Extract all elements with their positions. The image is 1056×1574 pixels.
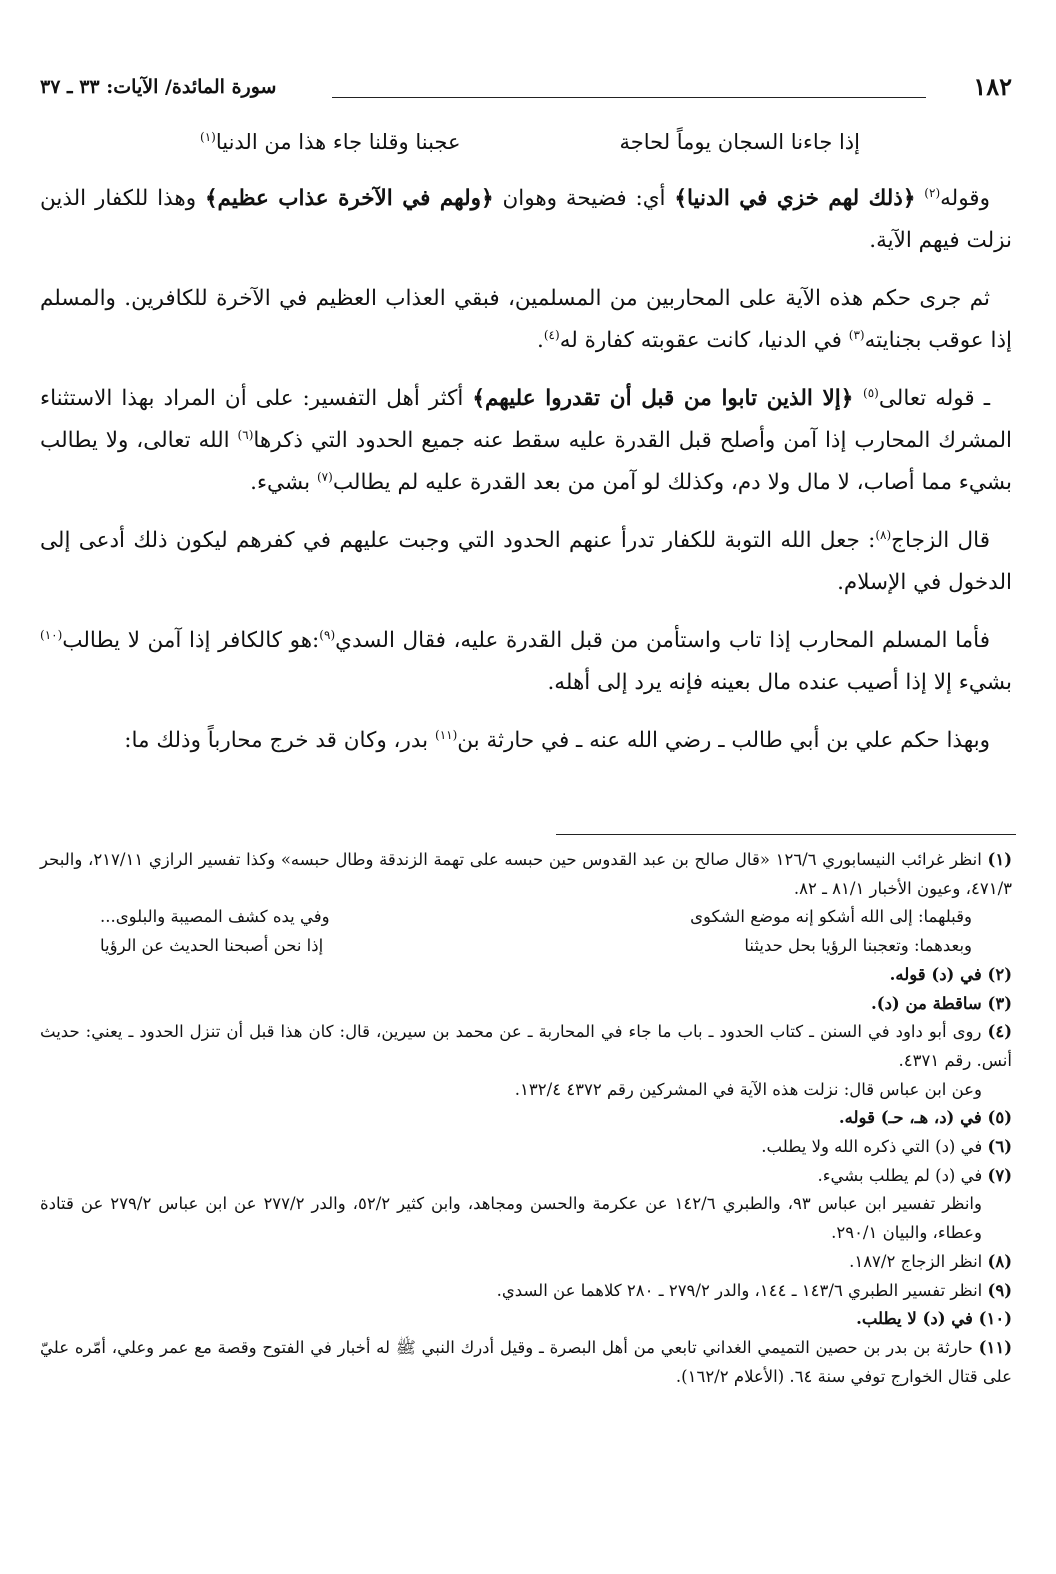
footnote-number: (٩): [987, 1280, 1012, 1300]
footnote-ref: (٨): [875, 527, 892, 542]
paragraph-5: [40, 620, 1012, 704]
text-run: أكثر أهل التفسير: على أن المراد بهذا الاستثناء المشرك المحارب إذا آمن وأصلح قبل القدرة عليه سقط عنه جميع الحدود التي ذكرها: [40, 386, 1012, 453]
footnote-number: (٤): [987, 1022, 1012, 1042]
footnote-number: (٦): [987, 1137, 1012, 1157]
footnote-ref: (١): [200, 130, 216, 144]
text-run: بشيء.: [250, 470, 317, 495]
quran-quote: ﴿إلا الذين تابوا من قبل أن تقدروا عليهم﴾: [472, 386, 864, 411]
footnote-7-continued: وانظر تفسير ابن عباس ٩٣، والطبري ١٤٢/٦ عن عكرمة والحسن ومجاهد، وابن كثير ٥٢/٢، والدر ٢٧٧/٢ عن ابن عباس ٢٧٩/٢ عن قتادة وعطاء، والبيان ٢٩٠/١.: [40, 1194, 982, 1243]
paragraph-4: [40, 520, 1012, 604]
footnote-6: [40, 1133, 1012, 1162]
footnote-text: روى أبو داود في السنن ـ كتاب الحدود ـ باب ما جاء في المحاربة ـ عن محمد بن سيرين، قال: كان هذا قبل أن تنزل الحدود ـ يعني: حديث أنس. رقم ٤٣٧١.: [40, 1022, 1012, 1070]
footnote-number: (٧): [987, 1165, 1012, 1185]
text-run: بشيء إلا إذا أصيب عنده مال بعينه فإنه يرد إلى أهله.: [547, 670, 1012, 695]
text-run: وهذا للكفار الذين نزلت فيهم الآية.: [40, 186, 1012, 253]
footnote-2: [40, 961, 1012, 990]
footnote-text: انظر تفسير الطبري ١٤٣/٦ ـ ١٤٤، والدر ٢٧٩/٢ ـ ٢٨٠ كلاهما عن السدي.: [496, 1280, 988, 1300]
footnote-10: [40, 1305, 1012, 1334]
footnote-4-continued: وعن ابن عباس قال: نزلت هذه الآية في المشركين رقم ٤٣٧٢ ١٣٢/٤.: [514, 1079, 982, 1099]
footnote-ref: (١٠): [40, 627, 63, 642]
footnote-number: (٣): [987, 993, 1012, 1013]
paragraph-6: [40, 720, 1012, 762]
footnote-8: [40, 1248, 1012, 1277]
verse-hemistich: وفي يده كشف المصيبة والبلوى...: [100, 907, 330, 927]
verse-hemistich: إذا نحن أصبحنا الحديث عن الرؤيا: [100, 936, 324, 956]
footnote-text: انظر الزجاج ١٨٧/٢.: [849, 1251, 988, 1271]
footnote-9: [40, 1277, 1012, 1306]
footnote-7: [40, 1162, 1012, 1191]
footnote-11: [40, 1334, 1012, 1391]
footnote-ref: (٩): [319, 627, 336, 642]
text-run: ثم جرى حكم هذه الآية على المحاربين من المسلمين، فبقي العذاب العظيم في الآخرة للكافرين. والمسلم إذا عوقب بجنايته: [40, 286, 1012, 353]
text-run: وقوله: [940, 186, 990, 211]
paragraph-2: [40, 278, 1012, 362]
footnote-ref: (٣): [848, 327, 865, 342]
footnotes: [40, 846, 1012, 1391]
footnote-ref: (٢): [924, 185, 941, 200]
footnote-text: في (د) التي ذكره الله ولا يطلب.: [761, 1137, 988, 1157]
footnote-4: [40, 1018, 1012, 1075]
quran-quote: ﴿ولهم في الآخرة عذاب عظيم﴾: [204, 186, 494, 211]
footnote-number: (١): [987, 850, 1012, 869]
text-run: .: [537, 328, 544, 353]
footnote-number: (٨): [987, 1251, 1012, 1271]
footnote-ref: (٥): [863, 385, 879, 400]
footnote-ref: (٤): [543, 327, 560, 342]
footnote-5: [40, 1104, 1012, 1133]
paragraph-3: [40, 378, 1012, 504]
footnote-separator: [556, 834, 1016, 835]
text-run: الله تعالى، ولا يطالب بشيء مما أصاب، لا مال ولا دم، وكذلك لو آمن من بعد القدرة عليه لم يطالب: [40, 428, 1012, 495]
footnote-1: [40, 846, 1012, 903]
page-header: [40, 72, 1012, 106]
poem-verse: [200, 130, 860, 154]
footnote-number: (١١): [978, 1337, 1012, 1357]
text-run: فأما المسلم المحارب إذا تاب واستأمن من قبل القدرة عليه، فقال السدي: [335, 628, 990, 653]
quran-quote: ﴿ذلك لهم خزي في الدنيا﴾: [674, 186, 916, 211]
text-run: قال الزجاج: [891, 528, 991, 553]
footnote-ref: (٦): [237, 427, 254, 442]
poem-hemistich-second-text: عجبنا وقلنا جاء هذا من الدنيا: [215, 130, 461, 154]
text-run: :هو كالكافر إذا آمن لا يطالب: [62, 628, 320, 653]
footnote-verse-2: [40, 932, 1012, 961]
poem-hemistich-second: [200, 130, 461, 154]
text-run: أي: فضيحة وهوان: [493, 186, 675, 211]
footnote-text: ساقطة من (د).: [871, 993, 988, 1013]
verse-hemistich: وبعدهما: وتعجبنا الرؤيا بحل حديثنا: [744, 936, 972, 956]
text-run: : جعل الله التوبة للكفار تدرأ عنهم الحدود التي وجبت عليهم في كفرهم ليكون ذلك أدعى إلى الدخول في الإسلام.: [40, 528, 1012, 595]
text-run: بدر، وكان قد خرج محارباً وذلك ما:: [124, 728, 435, 753]
footnote-text: في (د، هـ، حـ) قوله.: [838, 1108, 988, 1128]
footnote-3: [40, 990, 1012, 1019]
footnote-text: في (د) لم يطلب بشيء.: [817, 1165, 988, 1185]
page-number: ١٨٢: [973, 72, 1012, 101]
main-text: [40, 178, 1012, 778]
footnote-text: انظر غرائب النيسابوري ١٢٦/٦ «قال صالح بن عبد القدوس حين حبسه على تهمة الزندقة وطال حبسه» وكذا تفسير الرازي ٢١٧/١١، والبحر ٤٧١/٣، وعيون الأخبار ٨١/١ ـ ٨٢.: [40, 850, 1012, 898]
text-run: وبهذا حكم علي بن أبي طالب ـ رضي الله عنه ـ في حارثة بن: [457, 728, 990, 753]
text-run: في الدنيا، كانت عقوبته كفارة له: [559, 328, 849, 353]
footnote-text: حارثة بن بدر بن حصين التميمي الغداني تابعي من أهل البصرة ـ وقيل أدرك النبي ﷺ له أخبار في الفتوح وقصة مع عمر وعلي، أمّره عليّ على قتال الخوارج توفي سنة ٦٤. (الأعلام ١٦٢/٢).: [40, 1337, 1012, 1386]
poem-hemistich-first: إذا جاءنا السجان يوماً لحاجة: [619, 130, 860, 154]
header-rule: [332, 97, 926, 98]
footnote-text: في (د) قوله.: [889, 964, 988, 984]
footnote-ref: (٧): [316, 469, 333, 484]
footnote-number: (٢): [987, 964, 1012, 984]
footnote-ref: (١١): [435, 727, 458, 742]
footnote-number: (١٠): [978, 1309, 1012, 1329]
text-run: ـ قوله تعالى: [878, 386, 990, 411]
footnote-number: (٥): [987, 1108, 1012, 1128]
footnote-text: في (د) لا يطلب.: [856, 1309, 979, 1329]
surah-title: سورة المائدة/ الآيات: ٣٣ ـ ٣٧: [40, 76, 277, 98]
paragraph-1: [40, 178, 1012, 262]
verse-hemistich: وقبلهما: إلى الله أشكو إنه موضع الشكوى: [690, 907, 972, 927]
footnote-verse-1: [40, 903, 1012, 932]
